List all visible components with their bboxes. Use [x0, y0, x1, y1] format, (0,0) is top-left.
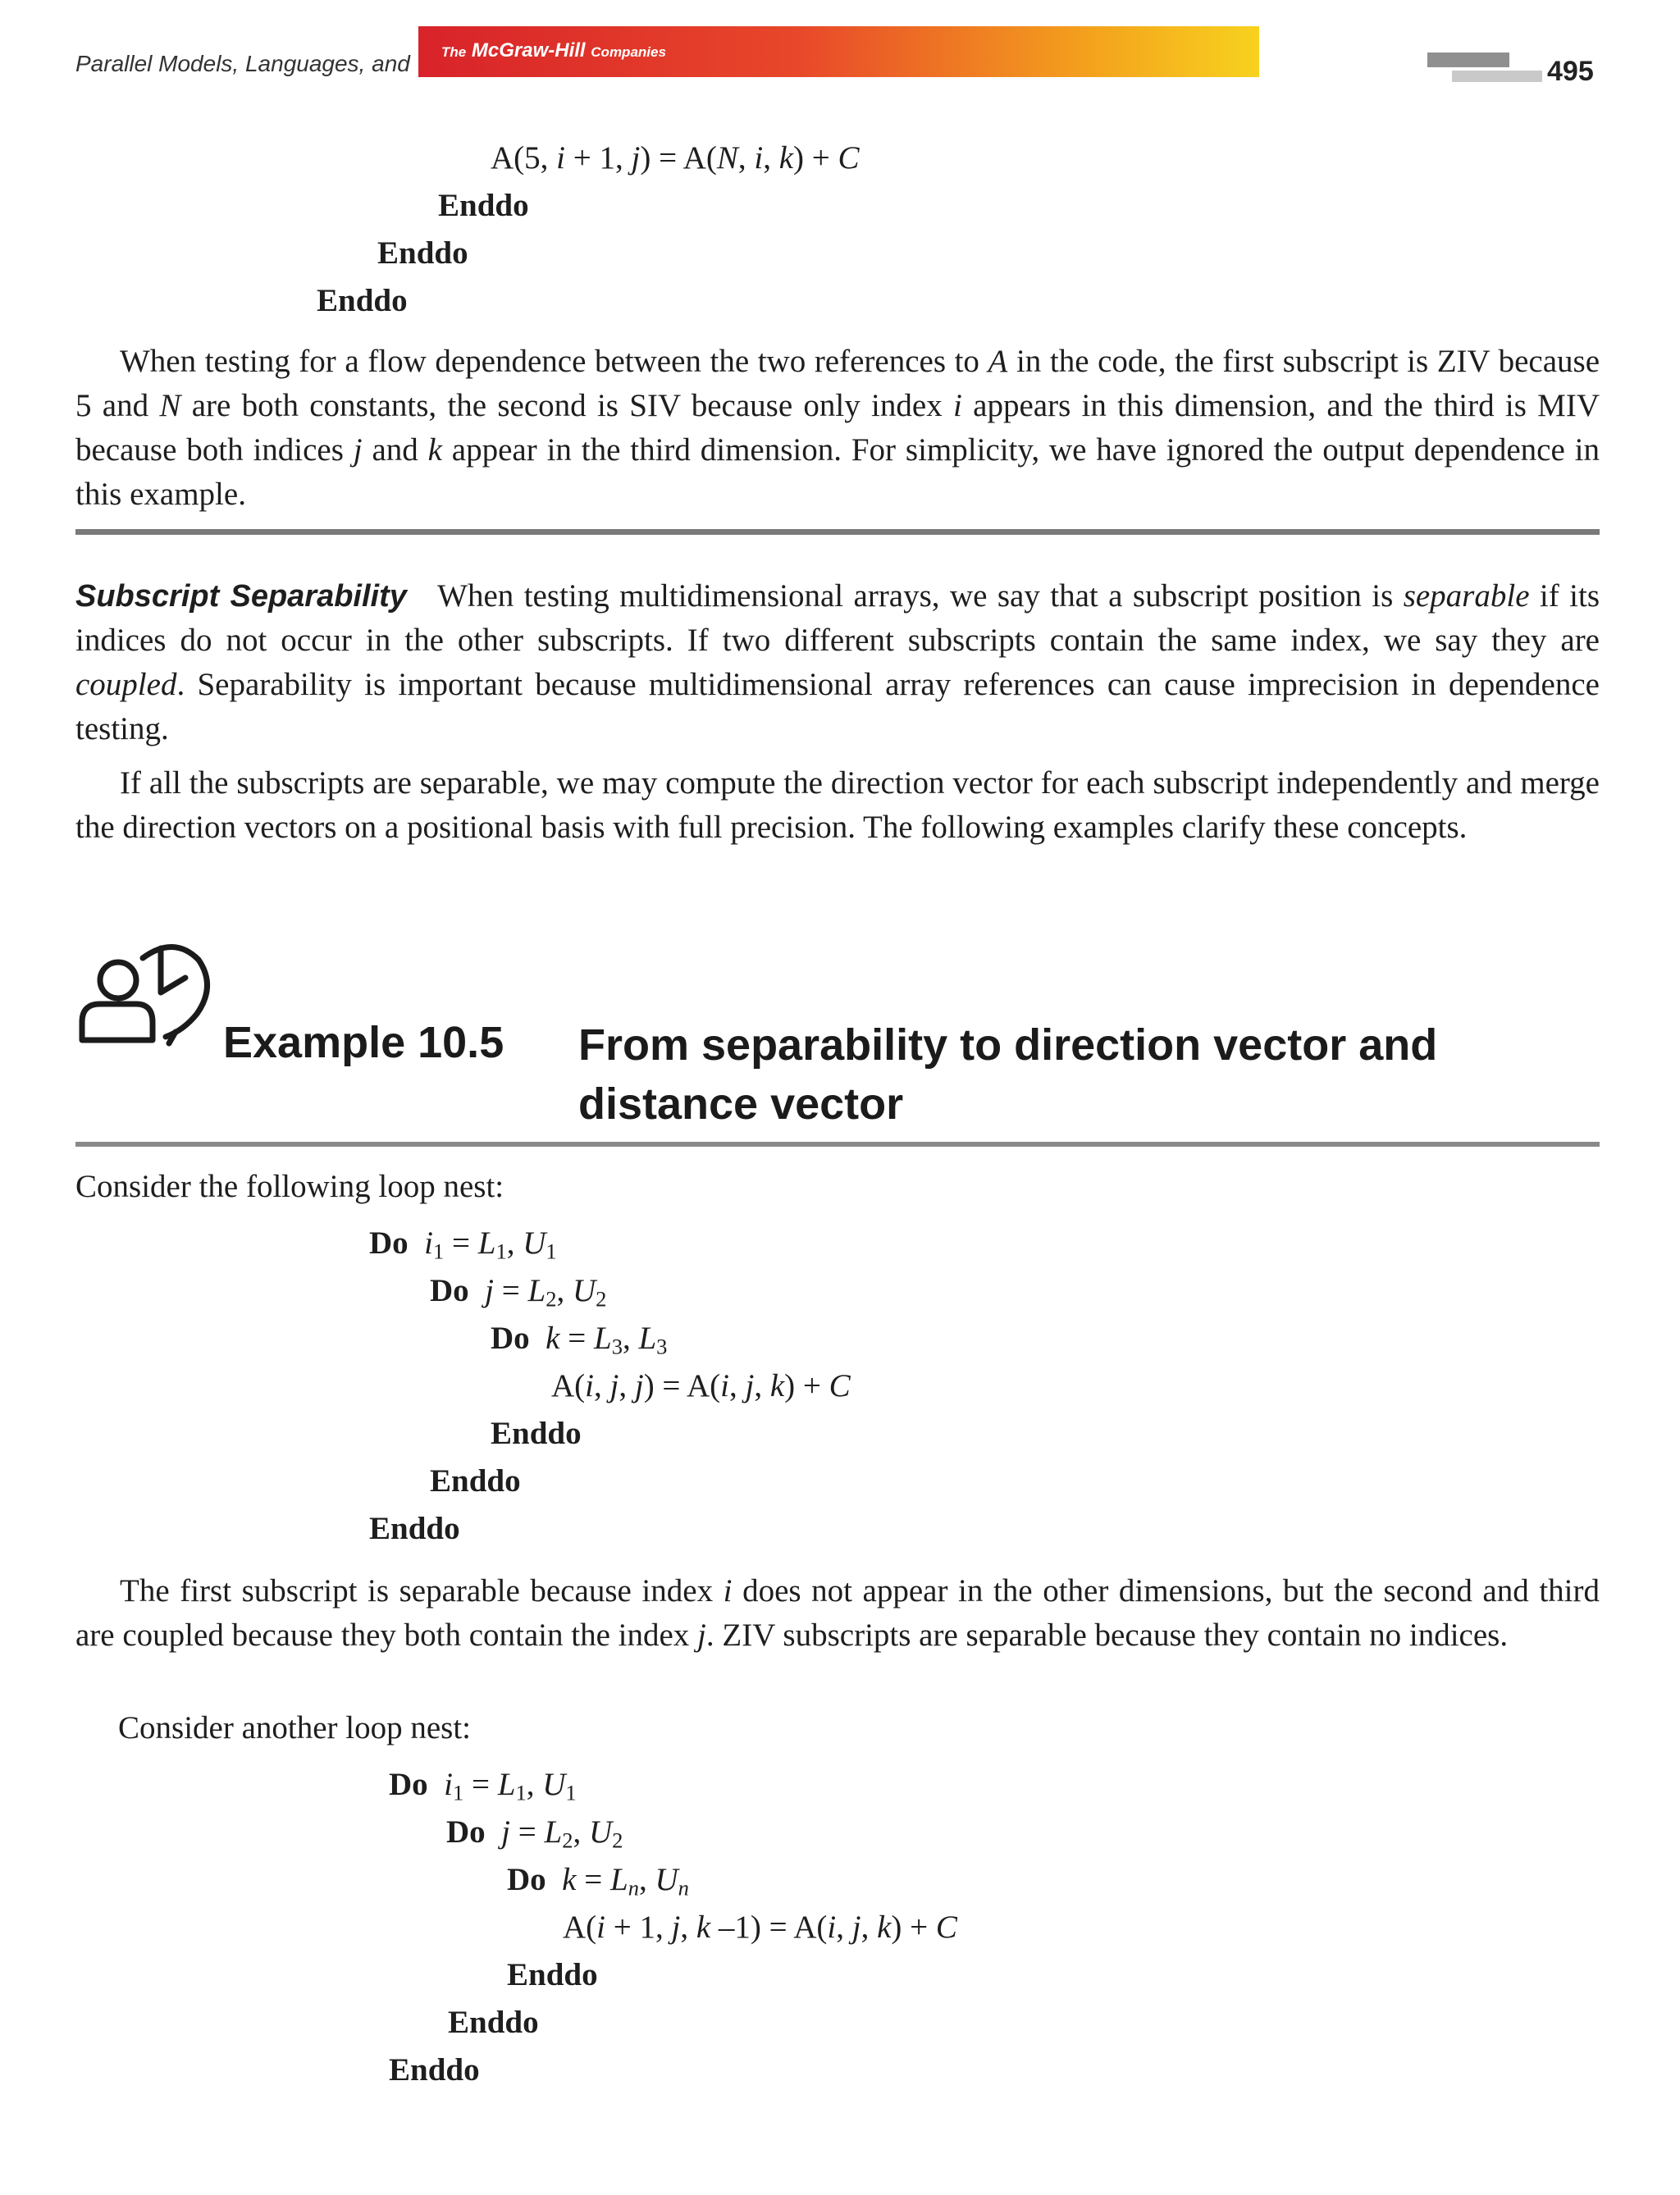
nest1-intro: Consider the following loop nest: [75, 1169, 504, 1204]
example-divider [75, 1142, 1600, 1147]
nest1-enddo-i: Enddo [369, 1511, 460, 1546]
nest2-enddo-k: Enddo [507, 1957, 598, 1992]
example-person-icon [75, 935, 215, 1058]
nest1-do-j: Do $j = L_2$, $U_2$ [430, 1273, 607, 1312]
code-enddo-j: Enddo [377, 235, 468, 271]
nest1-enddo-j: Enddo [430, 1463, 521, 1499]
page-mark-shadow [1452, 71, 1542, 82]
running-head: Parallel Models, Languages, and [75, 51, 410, 76]
section-divider [75, 529, 1600, 535]
nest1-statement: A(i, j, j) = A(i, j, k) + C [551, 1368, 851, 1403]
nest1-do-k: Do $k = L_3$, $L_3$ [491, 1321, 668, 1359]
code-enddo-i: Enddo [317, 283, 408, 318]
paragraph-flow-dependence: When testing for a flow dependence between the two references to A in the code, the first subscript is ZIV because 5 and N are both constants, the second is SIV because only index i appears in this dimension, and the third is MIV because both indices j and k appear in the third dimension. For simplicity, we have ignored the output dependence in this example. [75, 344, 1600, 512]
nest2-enddo-i: Enddo [389, 2052, 480, 2088]
example-title: From separability to direction vector and distance vector [578, 1020, 1438, 1129]
publisher-banner [418, 26, 1259, 77]
nest2-do-j: Do $j = L_2$, $U_2$ [446, 1814, 623, 1853]
nest2-do-i: Do $i_1 = L_1$, $U_1$ [389, 1767, 577, 1805]
example-number: Example 10.5 [223, 1018, 504, 1067]
publisher-logo: The McGraw-Hill Companies [441, 39, 666, 62]
paragraph-separable-first-subscript: The first subscript is separable because index i does not appear in the other dimensions, but the second and third are coupled because they both contain the index j. ZIV subscripts are separable because they contain no indices. [75, 1573, 1600, 1653]
nest2-enddo-j: Enddo [448, 2005, 539, 2040]
code-statement-top: A(5, i + 1, j) = A(N, i, k) + C [491, 140, 860, 176]
nest2-intro: Consider another loop nest: [118, 1710, 472, 1746]
code-enddo-k: Enddo [438, 188, 529, 223]
nest1-do-i: Do $i_1 = L_1$, $U_1$ [369, 1225, 557, 1264]
run-in-heading: Subscript Separability [75, 579, 407, 614]
nest1-enddo-k: Enddo [491, 1416, 582, 1451]
paragraph-separable-precision: If all the subscripts are separable, we may compute the direction vector for each subscript independently and merge the direction vectors on a positional basis with full precision. The following examples clarify these concepts. [75, 765, 1600, 845]
page-mark [1427, 52, 1509, 67]
page-number: 495 [1547, 56, 1594, 87]
paragraph-subscript-separability: Subscript Separability When testing multidimensional arrays, we say that a subscript position is separable if its indices do not occur in the other subscripts. If two different subscripts contain the same index, we say they are coupled. Separability is important because multidimensional array references can cause imprecision in dependence testing. [75, 578, 1600, 746]
nest2-statement: A(i + 1, j, k –1) = A(i, j, k) + C [563, 1910, 957, 1945]
nest2-do-k: Do $k = L_n$, $U_n$ [507, 1862, 689, 1901]
